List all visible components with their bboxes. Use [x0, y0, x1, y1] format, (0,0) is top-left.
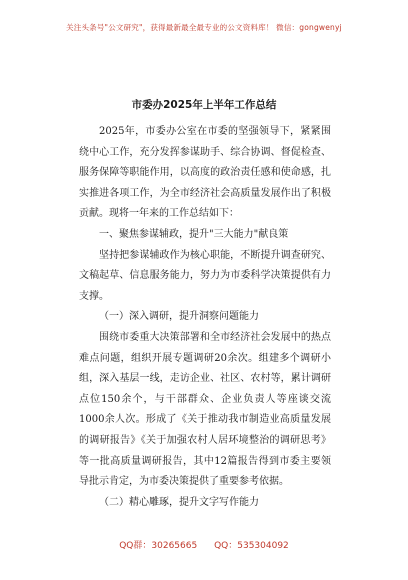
document-title: 市委办2025年上半年工作总结 [131, 99, 277, 111]
subsection-heading-1: （一）深入调研，提升洞察问题能力 [99, 311, 259, 323]
paragraph-subsection-1: 围绕市委重大决策部署和全市经济社会发展中的热点难点问题，组织开展专题调研20余次。组建多个调研小组，深入基层一线，走访企业、社区、农村等，累计调研点位150余个，与干部群众、企业负责人等座谈交流1000余人次。形成了《关于推动我市制造业高质量发展的调研报告》《关于加强农村人居环境整治的调研思考》等一批高质量调研报告，其中12篇报告得到市委主要领导批示肯定，为市委决策提供了重要参考依据。 [79, 331, 331, 488]
section-heading-1: 一、聚焦参谋辅政，提升"三大能力"献良策 [99, 228, 289, 240]
footer-qq-group: QQ群：30265665 [119, 541, 198, 551]
footer-contact [0, 538, 408, 551]
paragraph-section-1: 坚持把参谋辅政作为核心职能，不断提升调查研究、文稿起草、信息服务能力，努力为市委科学决策提供有力支撑。 [79, 249, 331, 302]
paragraph-intro: 2025年，市委办公室在市委的坚强领导下，紧紧围绕中心工作，充分发挥参谋助手、综合协调、督促检查、服务保障等职能作用，以高度的政治责任感和使命感，扎实推进各项工作，为全市经济社会高质量发展作出了积极贡献。现将一年来的工作总结如下： [79, 126, 331, 220]
header-note: 关注头条号"公文研究"，获得最新最全最专业的公文资料库！ 微信：gongwenyj [66, 23, 342, 32]
subsection-heading-2: （二）精心雕琢，提升文字写作能力 [99, 496, 259, 508]
footer-qq: QQ：535304092 [214, 541, 289, 551]
document-body [79, 122, 331, 513]
